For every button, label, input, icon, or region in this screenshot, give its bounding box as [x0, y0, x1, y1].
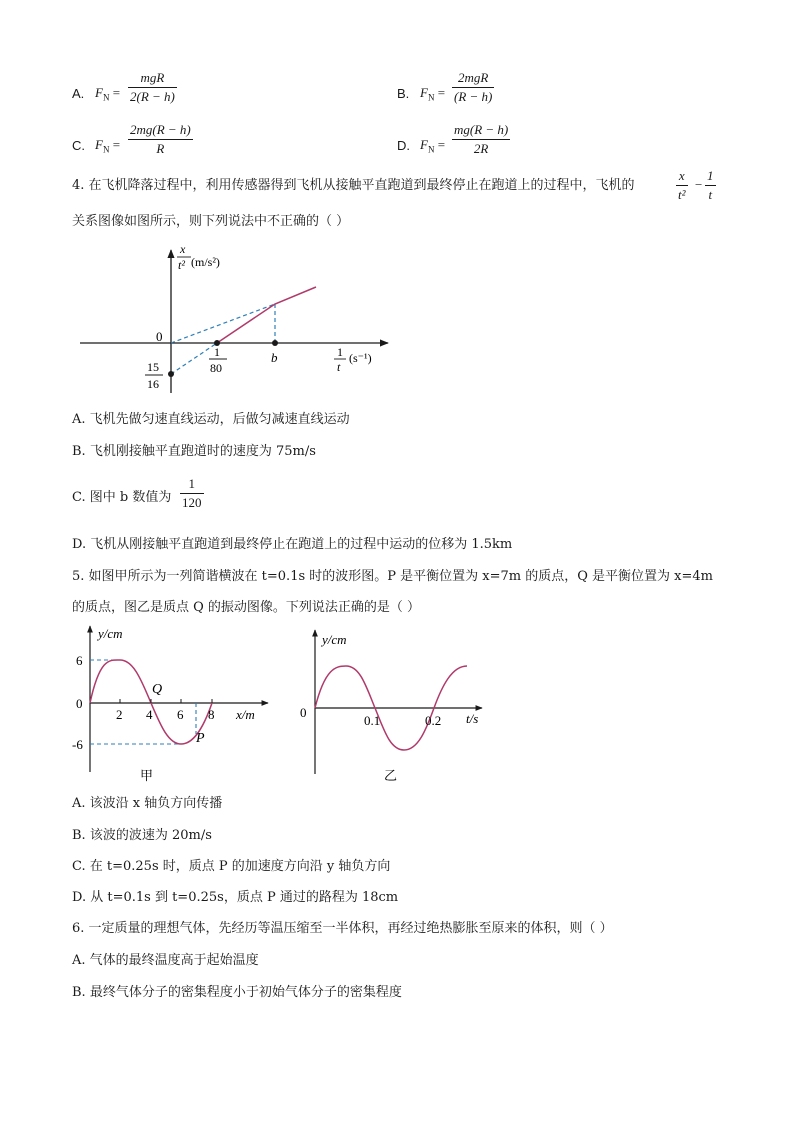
point-y-intercept — [168, 371, 174, 377]
q6-stem: 6. 一定质量的理想气体，先经历等温压缩至一半体积，再经过绝热膨胀至原来的体积，则（ ） — [72, 921, 613, 936]
formula-lhs: $F_N$ = — [95, 85, 121, 103]
x-label-unit: (s⁻¹) — [349, 351, 372, 365]
y-label: y/cm — [98, 626, 123, 641]
point-p-label: P — [196, 731, 205, 746]
y-tick-label: 6 — [76, 653, 83, 668]
q6-option-b: B. 最终气体分子的密集程度小于初始气体分子的密集程度 — [72, 985, 402, 1000]
formula-lhs: $F_N$ = — [420, 137, 446, 155]
q5-option-c: C. 在 t=0.25s 时，质点 P 的加速度方向沿 y 轴负方向 — [72, 859, 391, 874]
y-label: y/cm — [322, 632, 347, 647]
x-label: t/s — [466, 711, 479, 726]
fraction: 2mg(R − h) R — [130, 122, 191, 156]
q4-option-d: D. 飞机从刚接触平直跑道到最终停止在跑道上的过程中运动的位移为 1.5km — [72, 537, 513, 552]
option-letter: B. — [397, 86, 410, 101]
origin-label: 0 — [156, 329, 163, 344]
origin-label: 0 — [300, 705, 307, 720]
x-tick-label: 0.2 — [425, 713, 442, 728]
y-tick-label: -6 — [72, 737, 83, 752]
b-label: b — [271, 350, 278, 365]
q5-stem-line1: 5. 如图甲所示为一列简谐横波在 t=0.1s 时的波形图。P 是平衡位置为 x=7m 的质点，Q 是平衡位置为 x=4m — [72, 569, 713, 584]
q4-ratio-frac2: 1 t — [707, 168, 714, 202]
dashed-line-origin-to-b — [171, 304, 275, 343]
q5-graph-yi — [292, 624, 492, 789]
graph-caption: 乙 — [384, 768, 398, 783]
option-letter: A. — [72, 86, 85, 101]
fraction: mg(R − h) 2R — [454, 122, 509, 156]
x-label: x/m — [236, 707, 255, 722]
q4-ratio-minus: − — [695, 177, 703, 192]
x-tick-label: 6 — [177, 707, 184, 722]
graph-caption: 甲 — [140, 768, 154, 783]
x-tick-label: 8 — [208, 707, 215, 722]
q6-option-a: A. 气体的最终温度高于起始温度 — [72, 953, 259, 968]
x-tick-label: 2 — [116, 707, 123, 722]
y-neg-num: 15 — [147, 360, 159, 374]
fraction: mgR 2(R − h) — [130, 70, 175, 104]
x-tick-label: 0.1 — [364, 713, 381, 728]
q5-option-d: D. 从 t=0.1s 到 t=0.25s，质点 P 通过的路程为 18cm — [72, 890, 399, 905]
x-tick-label: 4 — [146, 707, 153, 722]
point-q-label: Q — [152, 682, 163, 697]
q5-stem-line2: 的质点，图乙是质点 Q 的振动图像。下列说法正确的是（ ） — [72, 600, 421, 615]
formula-lhs: $F_N$ = — [420, 85, 446, 103]
q5-option-b: B. 该波的波速为 20m/s — [72, 828, 212, 843]
q4-option-a: A. 飞机先做匀速直线运动，后做匀减速直线运动 — [72, 412, 350, 427]
option-letter: D. — [397, 138, 410, 153]
q4-option-c-fraction: 1 120 — [182, 476, 202, 510]
formula-lhs: $F_N$ = — [95, 137, 121, 155]
q4-option-c: C. 图中 b 数值为 — [72, 490, 172, 505]
x-tick-num: 1 — [214, 345, 220, 359]
x-label-num: 1 — [337, 345, 343, 359]
q4-stem-line1: 4. 在飞机降落过程中，利用传感器得到飞机从接触平直跑道到最终停止在跑道上的过程中，飞机的 — [72, 178, 635, 193]
point-b — [272, 340, 278, 346]
x-tick-den: 80 — [210, 361, 222, 375]
y-label-unit: (m/s²) — [191, 255, 220, 269]
q4-option-b: B. 飞机刚接触平直跑道时的速度为 75m/s — [72, 444, 316, 459]
graph-line — [217, 287, 316, 343]
option-letter: C. — [72, 138, 85, 153]
fraction: 2mgR (R − h) — [454, 70, 493, 104]
x-label-den: t — [337, 360, 341, 374]
q4-graph — [70, 238, 400, 398]
y-label-den: t² — [178, 258, 185, 272]
q4-stem-line2: 关系图像如图所示，则下列说法中不正确的（ ） — [72, 214, 350, 229]
q4-ratio-frac1: x t² — [678, 168, 686, 202]
y-label-num: x — [180, 242, 186, 256]
y-tick-label: 0 — [76, 696, 83, 711]
q5-graph-jia — [68, 622, 278, 787]
y-neg-den: 16 — [147, 377, 159, 391]
q5-option-a: A. 该波沿 x 轴负方向传播 — [72, 796, 223, 811]
